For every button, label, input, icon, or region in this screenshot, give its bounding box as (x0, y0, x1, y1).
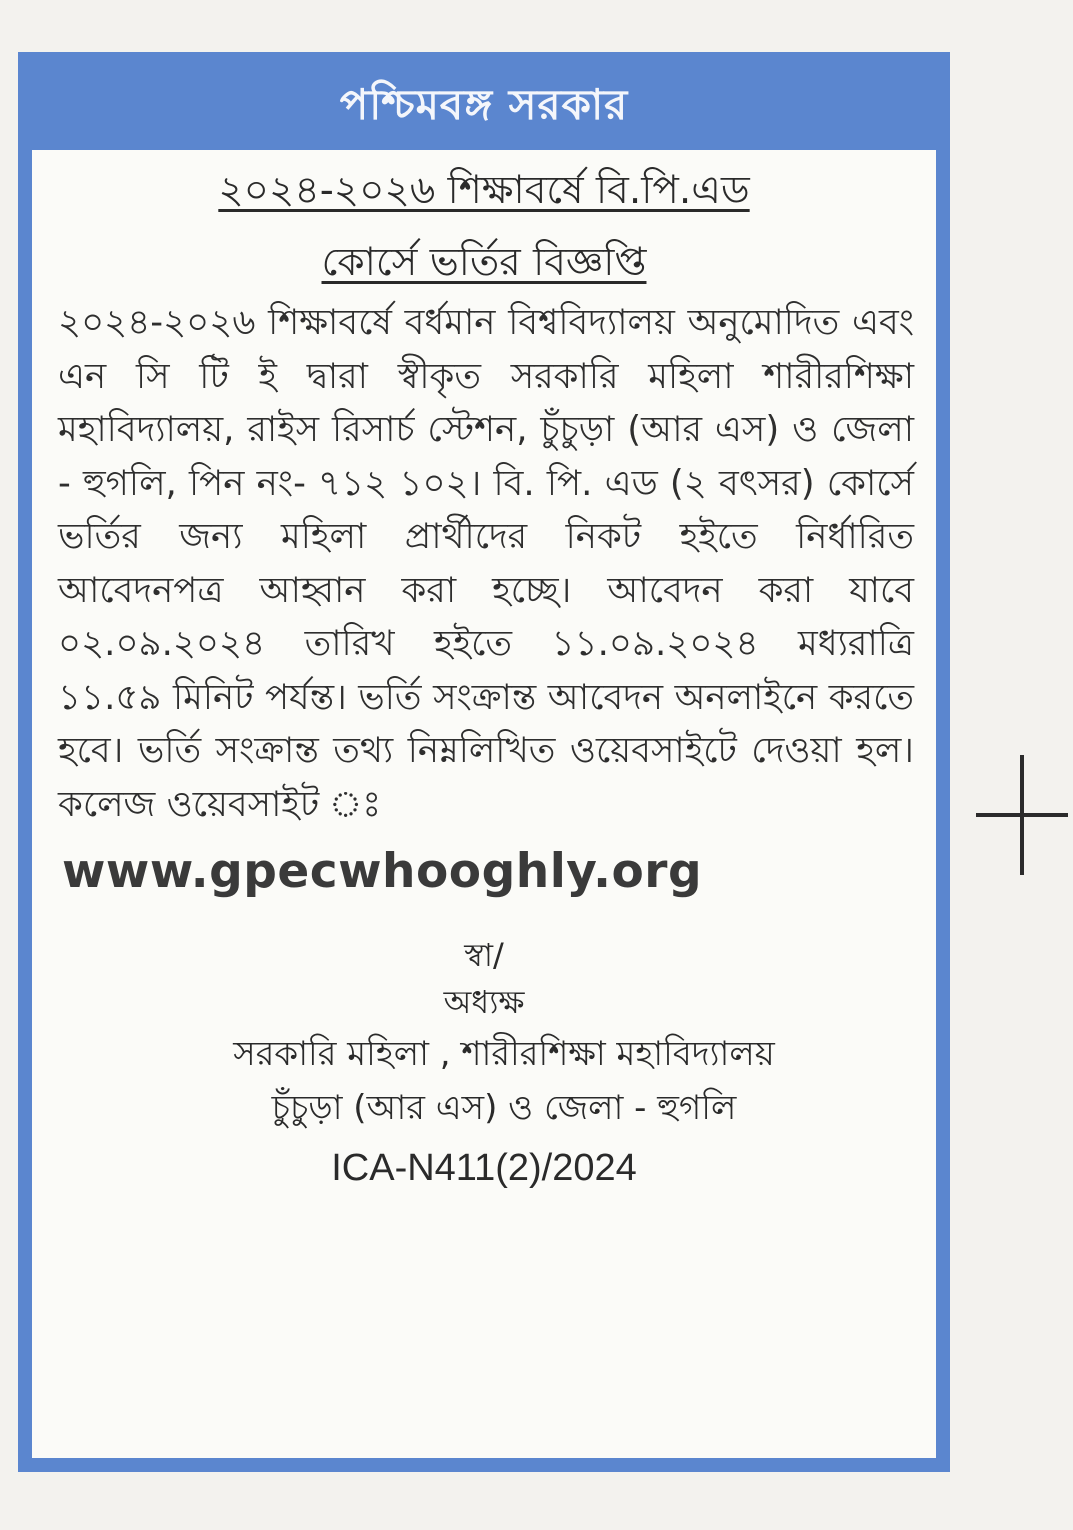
notice-advertisement (18, 52, 950, 1472)
notice-title-line1 (48, 170, 920, 212)
title-line1-text: ২০২৪-২০২৬ শিক্ষাবর্ষে বি.পি.এড (218, 168, 750, 213)
notice-title-line2 (48, 242, 920, 284)
college-website: www.gpecwhooghly.org (62, 844, 703, 899)
signature-designation: অধ্যক্ষ (443, 983, 525, 1021)
signature-institution: সরকারি মহিলা , শারীরশিক্ষা মহাবিদ্যালয় (233, 1034, 775, 1074)
header-title: পশ্চিমবঙ্গ সরকার (339, 80, 629, 129)
registration-mark-vertical (1020, 755, 1024, 875)
signature-block (48, 933, 920, 1197)
notice-body (48, 150, 920, 1458)
signature-address: চুঁচুড়া (আর এস) ও জেলা - হুগলি (271, 1088, 737, 1128)
header-band (18, 52, 950, 150)
registration-mark (976, 755, 1068, 875)
reference-number: ICA-N411(2)/2024 (331, 1147, 637, 1189)
title-line2-text: কোর্সে ভর্তির বিজ্ঞপ্তি (321, 240, 647, 285)
notice-paragraph: ২০২৪-২০২৬ শিক্ষাবর্ষে বর্ধমান বিশ্ববিদ্যালয় অনুমোদিত এবং এন সি টি ই দ্বারা স্বীকৃত সরকারি মহিলা শারীরশিক্ষা মহাবিদ্যালয়, রাইস রিসার্চ স্টেশন, চুঁচুড়া (আর এস) ও জেলা - হুগলি, পিন নং- ৭১২ ১০২। বি. পি. এড (২ বৎসর) কোর্সে ভর্তির জন্য মহিলা প্রার্থীদের নিকট হইতে নির্ধারিত আবেদনপত্র আহ্বান করা হচ্ছে। আবেদন করা যাবে ০২.০৯.২০২৪ তারিখ হইতে ১১.০৯.২০২৪ মধ্যরাত্রি ১১.৫৯ মিনিট পর্যন্ত। ভর্তি সংক্রান্ত আবেদন অনলাইনে করতে হবে। ভর্তি সংক্রান্ত তথ্য নিম্নলিখিত ওয়েবসাইটে দেওয়া হল। কলেজ ওয়েবসাইট ঃ (58, 302, 914, 825)
signature-sd: স্বা/ (464, 936, 504, 974)
